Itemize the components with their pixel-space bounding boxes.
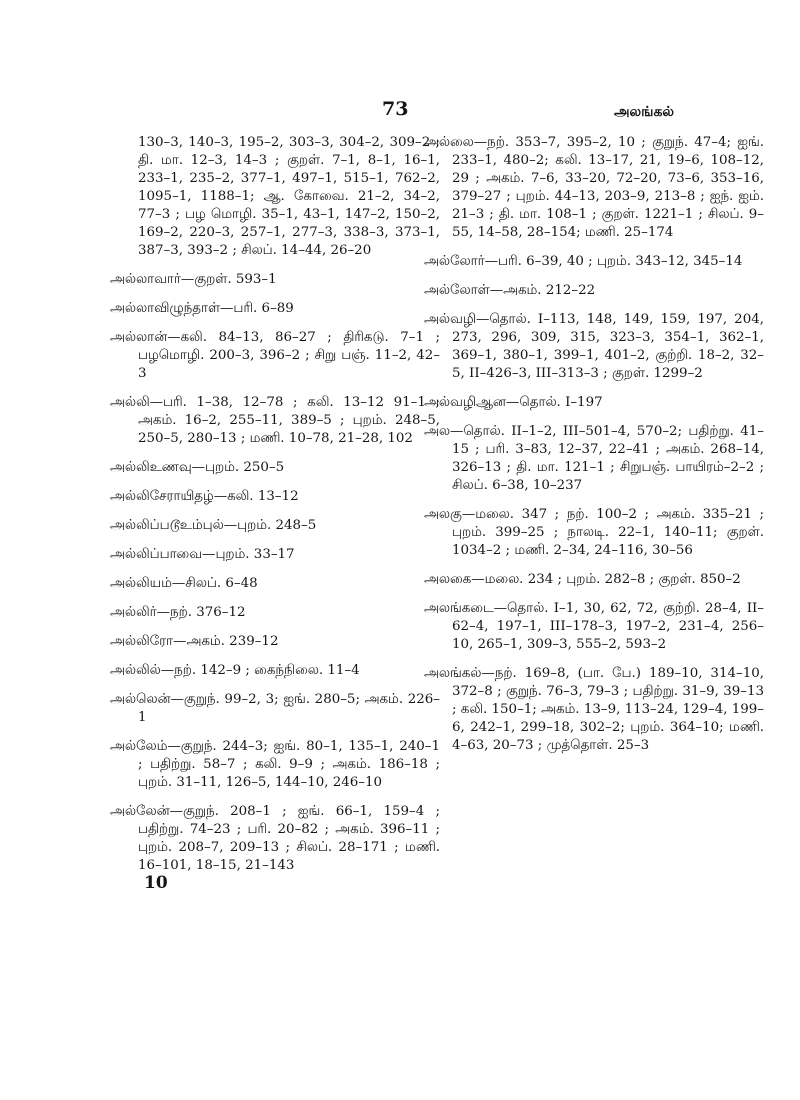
index-entry: அல்லிசேராயிதழ்—கலி. 13–12 <box>110 489 299 504</box>
index-entry: அல்லியம்—சிலப். 6–48 <box>110 576 258 591</box>
index-entry: அல—தொல். II–1–2, III–501–4, 570–2; பதிற்று. 41–15 ; பரி. 3–83, 12–37, 22–41 ; அகம். 268–14, 326–13 ; தி. மா. 121–1 ; சிறுபஞ். பாயிரம்–2–2 ; சிலப். 6–38, 10–237 <box>424 424 764 493</box>
index-entry: அல்வழிஆன—தொல். I–197 <box>424 395 603 410</box>
index-entry: அலகு—மலை. 347 ; நற். 100–2 ; அகம். 335–21 ; புறம். 399–25 ; நாலடி. 22–1, 140–11; குறள். 1034–2 ; மணி. 2–34, 24–116, 30–56 <box>424 507 764 558</box>
running-head: அலங்கல் <box>614 104 675 120</box>
index-entry: அல்லோர்—பரி. 6–39, 40 ; புறம். 343–12, 345–14 <box>424 254 743 269</box>
index-entry: அல்லிர்—நற். 376–12 <box>110 605 246 620</box>
index-entry: அல்லை—நற். 353–7, 395–2, 10 ; குறுந். 47–4; ஐங். 233–1, 480–2; கலி. 13–17, 21, 19–6, 108–12, 29 ; அகம். 7–6, 33–20, 72–20, 73–6, 353–16, 379–27 ; புறம். 44–13, 203–9, 213–8 ; ஐந். ஐம். 21–3 ; தி. மா. 108–1 ; குறள். 1221–1 ; சிலப். 9–55, 14–58, 28–154; மணி. 25–174 <box>424 135 764 240</box>
index-entry: அலங்கல்—நற். 169–8, (பா. பே.) 189–10, 314–10, 372–8 ; குறுந். 76–3, 79–3 ; பதிற்று. 31–9, 39–13 ; கலி. 150–1; அகம். 13–9, 113–24, 129–4, 199–6, 242–1, 299–18, 302–2; புறம். 364–10; மணி. 4–63, 20–73 ; முத்தொள். 25–3 <box>424 666 764 753</box>
index-entry: அல்லில்—நற். 142–9 ; கைந்நிலை. 11–4 <box>110 663 360 678</box>
index-entry: அல்லேம்—குறுந். 244–3; ஐங். 80–1, 135–1, 240–1 ; பதிற்று. 58–7 ; கலி. 9–9 ; அகம். 186–18 ; புறம். 31–11, 126–5, 144–10, 246–10 <box>110 739 440 790</box>
right-column <box>424 134 764 766</box>
index-entry: அல்லோள்—அகம். 212–22 <box>424 283 596 298</box>
index-entry: அல்லாவிழுந்தாள்—பரி. 6–89 <box>110 301 294 316</box>
index-entry: அல்லாவார்—குறள். 593–1 <box>110 272 277 287</box>
index-entry: அல்லேன்—குறுந். 208–1 ; ஐங். 66–1, 159–4 ; பதிற்று. 74–23 ; பரி. 20–82 ; அகம். 396–11 ; புறம். 208–7, 209–13 ; சிலப். 28–171 ; மணி. 16–101, 18–15, 21–143 <box>110 804 440 873</box>
index-entry: 130–3, 140–3, 195–2, 303–3, 304–2, 309–2 ; தி. மா. 12–3, 14–3 ; குறள். 7–1, 8–1, 16–1, 233–1, 235–2, 377–1, 497–1, 515–1, 762–2, 1095–1, 1188–1; ஆ. கோவை. 21–2, 34–2, 77–3 ; பழ மொழி. 35–1, 43–1, 147–2, 150–2, 169–2, 220–3, 257–1, 277–3, 338–3, 373–1, 387–3, 393–2 ; சிலப். 14–44, 26–20 <box>138 135 440 258</box>
index-entry: அல்லிப்பாவை—புறம். 33–17 <box>110 547 295 562</box>
index-entry: அலங்கடை—தொல். I–1, 30, 62, 72, குற்றி. 28–4, II–62–4, 197–1, III–178–3, 197–2, 231–4, 256–10, 265–1, 309–3, 555–2, 593–2 <box>424 601 764 652</box>
index-entry: அல்லிஉணவு—புறம். 250–5 <box>110 460 285 475</box>
index-entry: அல்வழி—தொல். I–113, 148, 149, 159, 197, 204, 273, 296, 309, 315, 323–3, 354–1, 362–1, 369–1, 380–1, 399–1, 401–2, குற்றி. 18–2, 32–5, II–426–3, III–313–3 ; குறள். 1299–2 <box>424 312 764 381</box>
signature-number: 10 <box>144 873 168 893</box>
left-column <box>110 134 440 886</box>
index-entry: அல்லென்—குறுந். 99–2, 3; ஐங். 280–5; அகம். 226–1 <box>110 692 440 725</box>
index-entry: அல்லான்—கலி. 84–13, 86–27 ; திரிகடு. 7–1 ; பழமொழி. 200–3, 396–2 ; சிறு பஞ். 11–2, 42–3 <box>110 330 440 381</box>
index-entry: அல்லிரோ—அகம். 239–12 <box>110 634 279 649</box>
index-entry: அல்லிப்படூஉம்புல்—புறம். 248–5 <box>110 518 317 533</box>
index-entry: அலகை—மலை. 234 ; புறம். 282–8 ; குறள். 850–2 <box>424 572 741 587</box>
page-number: 73 <box>382 98 409 120</box>
index-entry: அல்லி—பரி. 1–38, 12–78 ; கலி. 13–12 91–1 ; அகம். 16–2, 255–11, 389–5 ; புறம். 248–5, 250–5, 280–13 ; மணி. 10–78, 21–28, 102 <box>110 395 440 446</box>
